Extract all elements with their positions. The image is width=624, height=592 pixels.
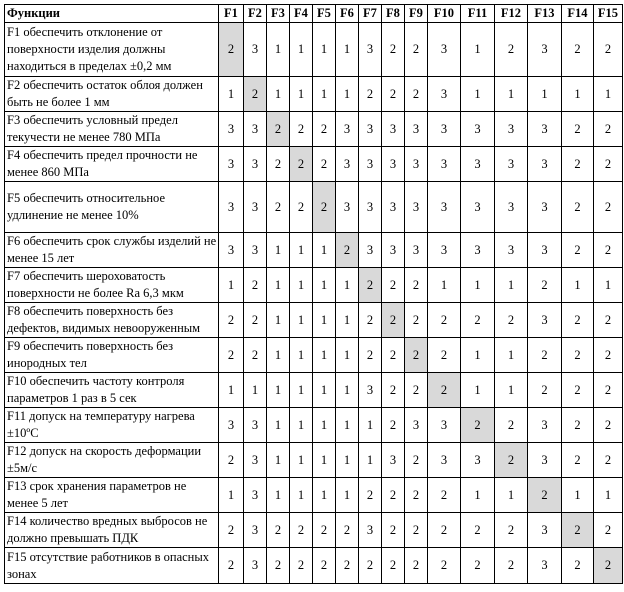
value-cell: 3 (405, 147, 428, 182)
value-cell: 2 (382, 513, 405, 548)
value-cell: 2 (359, 548, 382, 584)
value-cell: 3 (244, 478, 267, 513)
header-col-f7: F7 (359, 5, 382, 23)
value-cell: 2 (336, 513, 359, 548)
value-cell: 1 (336, 23, 359, 77)
value-cell: 1 (267, 443, 290, 478)
header-functions: Функции (5, 5, 219, 23)
value-cell: 1 (267, 408, 290, 443)
value-cell: 1 (290, 303, 313, 338)
value-cell: 1 (219, 268, 244, 303)
value-cell: 2 (495, 303, 528, 338)
value-cell: 3 (244, 408, 267, 443)
value-cell: 2 (219, 548, 244, 584)
value-cell: 2 (594, 443, 623, 478)
value-cell: 2 (382, 478, 405, 513)
value-cell: 3 (428, 233, 461, 268)
value-cell: 2 (405, 513, 428, 548)
header-row (5, 5, 623, 23)
value-cell: 1 (495, 338, 528, 373)
value-cell: 1 (267, 268, 290, 303)
value-cell: 1 (267, 303, 290, 338)
value-cell: 1 (594, 77, 623, 112)
value-cell: 2 (562, 373, 594, 408)
value-cell: 1 (290, 77, 313, 112)
value-cell: 3 (382, 112, 405, 147)
value-cell: 3 (336, 147, 359, 182)
value-cell: 1 (313, 268, 336, 303)
table-row (5, 548, 623, 584)
value-cell: 3 (336, 182, 359, 233)
value-cell: 1 (267, 77, 290, 112)
value-cell: 1 (219, 373, 244, 408)
value-cell: 1 (290, 233, 313, 268)
value-cell: 1 (528, 77, 562, 112)
value-cell: 3 (382, 233, 405, 268)
value-cell: 1 (461, 77, 495, 112)
value-cell: 1 (336, 77, 359, 112)
diagonal-cell: 2 (359, 268, 382, 303)
value-cell: 3 (244, 112, 267, 147)
value-cell: 1 (336, 478, 359, 513)
value-cell: 1 (336, 338, 359, 373)
value-cell: 3 (244, 182, 267, 233)
value-cell: 1 (428, 268, 461, 303)
value-cell: 2 (405, 303, 428, 338)
value-cell: 1 (461, 268, 495, 303)
value-cell: 2 (219, 443, 244, 478)
value-cell: 2 (594, 408, 623, 443)
value-cell: 3 (461, 112, 495, 147)
value-cell: 2 (405, 373, 428, 408)
value-cell: 1 (594, 268, 623, 303)
value-cell: 2 (562, 408, 594, 443)
value-cell: 1 (313, 373, 336, 408)
value-cell: 3 (495, 112, 528, 147)
value-cell: 3 (405, 408, 428, 443)
diagonal-cell: 2 (290, 147, 313, 182)
diagonal-cell: 2 (528, 478, 562, 513)
value-cell: 3 (428, 443, 461, 478)
value-cell: 3 (428, 408, 461, 443)
table-row (5, 77, 623, 112)
value-cell: 2 (219, 513, 244, 548)
value-cell: 3 (359, 23, 382, 77)
value-cell: 2 (290, 182, 313, 233)
table-row (5, 338, 623, 373)
value-cell: 2 (405, 77, 428, 112)
value-cell: 2 (290, 112, 313, 147)
row-label: F4 обеспечить предел прочности не менее 860 МПа (5, 147, 219, 182)
value-cell: 1 (461, 478, 495, 513)
value-cell: 2 (267, 513, 290, 548)
value-cell: 3 (528, 443, 562, 478)
value-cell: 2 (290, 513, 313, 548)
function-matrix-table (4, 4, 623, 584)
value-cell: 2 (382, 268, 405, 303)
value-cell: 1 (495, 478, 528, 513)
value-cell: 2 (313, 548, 336, 584)
value-cell: 1 (313, 443, 336, 478)
diagonal-cell: 2 (428, 373, 461, 408)
value-cell: 1 (562, 268, 594, 303)
value-cell: 3 (528, 233, 562, 268)
value-cell: 3 (382, 182, 405, 233)
header-col-f8: F8 (382, 5, 405, 23)
value-cell: 3 (528, 147, 562, 182)
value-cell: 2 (594, 147, 623, 182)
value-cell: 1 (267, 373, 290, 408)
value-cell: 2 (562, 182, 594, 233)
value-cell: 3 (382, 443, 405, 478)
value-cell: 1 (461, 338, 495, 373)
header-col-f14: F14 (562, 5, 594, 23)
value-cell: 2 (594, 513, 623, 548)
value-cell: 1 (290, 478, 313, 513)
table-row (5, 23, 623, 77)
row-label: F6 обеспечить срок службы изделий не менее 15 лет (5, 233, 219, 268)
table-row (5, 408, 623, 443)
header-col-f2: F2 (244, 5, 267, 23)
value-cell: 2 (562, 147, 594, 182)
value-cell: 2 (313, 147, 336, 182)
value-cell: 1 (290, 268, 313, 303)
value-cell: 2 (562, 233, 594, 268)
header-col-f9: F9 (405, 5, 428, 23)
value-cell: 1 (267, 478, 290, 513)
value-cell: 2 (594, 373, 623, 408)
value-cell: 3 (428, 147, 461, 182)
value-cell: 2 (562, 338, 594, 373)
value-cell: 3 (528, 182, 562, 233)
value-cell: 2 (428, 338, 461, 373)
value-cell: 3 (461, 147, 495, 182)
value-cell: 3 (359, 373, 382, 408)
value-cell: 3 (528, 23, 562, 77)
table-row (5, 233, 623, 268)
diagonal-cell: 2 (405, 338, 428, 373)
header-col-f13: F13 (528, 5, 562, 23)
value-cell: 2 (267, 147, 290, 182)
value-cell: 2 (428, 303, 461, 338)
value-cell: 1 (313, 408, 336, 443)
value-cell: 1 (359, 408, 382, 443)
value-cell: 1 (359, 443, 382, 478)
table-row (5, 373, 623, 408)
value-cell: 1 (461, 23, 495, 77)
value-cell: 3 (359, 112, 382, 147)
value-cell: 3 (405, 233, 428, 268)
row-label: F7 обеспечить шероховатость поверхности не более Ra 6,3 мкм (5, 268, 219, 303)
value-cell: 1 (313, 233, 336, 268)
value-cell: 2 (594, 303, 623, 338)
value-cell: 3 (528, 548, 562, 584)
value-cell: 3 (244, 233, 267, 268)
value-cell: 1 (290, 338, 313, 373)
value-cell: 3 (244, 513, 267, 548)
value-cell: 1 (219, 478, 244, 513)
diagonal-cell: 2 (244, 77, 267, 112)
value-cell: 3 (495, 182, 528, 233)
row-label: F1 обеспечить отклонение от поверхности изделия должны находиться в пределах ±0,2 мм (5, 23, 219, 77)
value-cell: 1 (594, 478, 623, 513)
value-cell: 3 (219, 147, 244, 182)
value-cell: 3 (244, 443, 267, 478)
value-cell: 2 (382, 23, 405, 77)
header-col-f6: F6 (336, 5, 359, 23)
value-cell: 3 (405, 182, 428, 233)
value-cell: 2 (495, 23, 528, 77)
table-row (5, 303, 623, 338)
row-label: F11 допуск на температуру нагрева ±10ºС (5, 408, 219, 443)
value-cell: 2 (359, 303, 382, 338)
value-cell: 2 (428, 548, 461, 584)
header-col-f12: F12 (495, 5, 528, 23)
value-cell: 2 (244, 338, 267, 373)
value-cell: 3 (359, 147, 382, 182)
value-cell: 1 (267, 23, 290, 77)
header-col-f5: F5 (313, 5, 336, 23)
header-col-f4: F4 (290, 5, 313, 23)
row-label: F9 обеспечить поверхность без инородных тел (5, 338, 219, 373)
value-cell: 2 (562, 112, 594, 147)
value-cell: 2 (594, 182, 623, 233)
value-cell: 2 (461, 513, 495, 548)
value-cell: 3 (359, 513, 382, 548)
value-cell: 1 (495, 268, 528, 303)
value-cell: 2 (382, 373, 405, 408)
table-row (5, 513, 623, 548)
value-cell: 1 (336, 443, 359, 478)
value-cell: 2 (495, 548, 528, 584)
value-cell: 3 (244, 23, 267, 77)
value-cell: 3 (495, 233, 528, 268)
row-label: F12 допуск на скорость деформации ±5м/с (5, 443, 219, 478)
diagonal-cell: 2 (219, 23, 244, 77)
value-cell: 2 (313, 513, 336, 548)
value-cell: 2 (562, 443, 594, 478)
value-cell: 2 (219, 338, 244, 373)
value-cell: 1 (562, 77, 594, 112)
value-cell: 1 (267, 233, 290, 268)
table-row (5, 268, 623, 303)
value-cell: 2 (562, 303, 594, 338)
row-label: F2 обеспечить остаток облоя должен быть не более 1 мм (5, 77, 219, 112)
value-cell: 2 (461, 548, 495, 584)
value-cell: 2 (428, 513, 461, 548)
value-cell: 3 (219, 233, 244, 268)
value-cell: 2 (461, 303, 495, 338)
value-cell: 1 (336, 268, 359, 303)
row-label: F13 срок хранения параметров не менее 5 лет (5, 478, 219, 513)
value-cell: 1 (313, 303, 336, 338)
table-row (5, 443, 623, 478)
value-cell: 3 (428, 77, 461, 112)
value-cell: 3 (219, 112, 244, 147)
row-label: F14 количество вредных выбросов не должно превышать ПДК (5, 513, 219, 548)
row-label: F15 отсутствие работников в опасных зонах (5, 548, 219, 584)
value-cell: 2 (244, 303, 267, 338)
table-row (5, 182, 623, 233)
value-cell: 3 (428, 182, 461, 233)
value-cell: 3 (336, 112, 359, 147)
value-cell: 2 (267, 548, 290, 584)
value-cell: 2 (290, 548, 313, 584)
value-cell: 1 (495, 373, 528, 408)
value-cell: 3 (382, 147, 405, 182)
value-cell: 3 (359, 233, 382, 268)
value-cell: 1 (336, 303, 359, 338)
diagonal-cell: 2 (382, 303, 405, 338)
row-label: F10 обеспечить частоту контроля параметров 1 раз в 5 сек (5, 373, 219, 408)
value-cell: 2 (405, 23, 428, 77)
value-cell: 2 (562, 548, 594, 584)
value-cell: 3 (495, 147, 528, 182)
value-cell: 2 (495, 513, 528, 548)
value-cell: 2 (244, 268, 267, 303)
diagonal-cell: 2 (594, 548, 623, 584)
value-cell: 2 (382, 338, 405, 373)
value-cell: 1 (290, 373, 313, 408)
value-cell: 1 (562, 478, 594, 513)
header-col-f11: F11 (461, 5, 495, 23)
value-cell: 2 (528, 338, 562, 373)
value-cell: 3 (528, 303, 562, 338)
value-cell: 1 (313, 23, 336, 77)
diagonal-cell: 2 (495, 443, 528, 478)
value-cell: 1 (313, 77, 336, 112)
diagonal-cell: 2 (461, 408, 495, 443)
value-cell: 2 (359, 338, 382, 373)
value-cell: 3 (405, 112, 428, 147)
value-cell: 3 (461, 233, 495, 268)
value-cell: 2 (405, 548, 428, 584)
value-cell: 3 (219, 182, 244, 233)
value-cell: 2 (382, 548, 405, 584)
value-cell: 2 (528, 373, 562, 408)
value-cell: 2 (405, 268, 428, 303)
value-cell: 3 (359, 182, 382, 233)
value-cell: 2 (528, 268, 562, 303)
value-cell: 2 (594, 338, 623, 373)
value-cell: 2 (594, 112, 623, 147)
value-cell: 2 (594, 233, 623, 268)
value-cell: 3 (428, 112, 461, 147)
row-label: F3 обеспечить условный предел текучести не менее 780 МПа (5, 112, 219, 147)
value-cell: 1 (336, 373, 359, 408)
value-cell: 3 (461, 443, 495, 478)
value-cell: 1 (495, 77, 528, 112)
value-cell: 2 (405, 478, 428, 513)
value-cell: 3 (428, 23, 461, 77)
value-cell: 2 (336, 548, 359, 584)
diagonal-cell: 2 (267, 112, 290, 147)
value-cell: 3 (244, 147, 267, 182)
value-cell: 2 (382, 77, 405, 112)
header-col-f3: F3 (267, 5, 290, 23)
value-cell: 1 (290, 443, 313, 478)
value-cell: 2 (562, 23, 594, 77)
table-row (5, 147, 623, 182)
header-col-f1: F1 (219, 5, 244, 23)
value-cell: 2 (313, 112, 336, 147)
table-row (5, 112, 623, 147)
value-cell: 1 (313, 338, 336, 373)
header-col-f15: F15 (594, 5, 623, 23)
value-cell: 2 (359, 478, 382, 513)
value-cell: 3 (461, 182, 495, 233)
value-cell: 1 (219, 77, 244, 112)
value-cell: 2 (219, 303, 244, 338)
value-cell: 1 (290, 23, 313, 77)
diagonal-cell: 2 (562, 513, 594, 548)
value-cell: 2 (594, 23, 623, 77)
value-cell: 3 (244, 548, 267, 584)
value-cell: 2 (382, 408, 405, 443)
matrix-body (5, 23, 623, 584)
diagonal-cell: 2 (336, 233, 359, 268)
diagonal-cell: 2 (313, 182, 336, 233)
value-cell: 2 (359, 77, 382, 112)
value-cell: 1 (267, 338, 290, 373)
value-cell: 2 (405, 443, 428, 478)
row-label: F5 обеспечить относительное удлинение не менее 10% (5, 182, 219, 233)
value-cell: 1 (336, 408, 359, 443)
value-cell: 2 (267, 182, 290, 233)
value-cell: 1 (461, 373, 495, 408)
value-cell: 3 (528, 408, 562, 443)
value-cell: 2 (495, 408, 528, 443)
header-col-f10: F10 (428, 5, 461, 23)
value-cell: 2 (428, 478, 461, 513)
table-row (5, 478, 623, 513)
value-cell: 3 (528, 112, 562, 147)
value-cell: 3 (528, 513, 562, 548)
value-cell: 3 (219, 408, 244, 443)
value-cell: 1 (244, 373, 267, 408)
value-cell: 1 (290, 408, 313, 443)
row-label: F8 обеспечить поверхность без дефектов, видимых невооруженным (5, 303, 219, 338)
value-cell: 1 (313, 478, 336, 513)
